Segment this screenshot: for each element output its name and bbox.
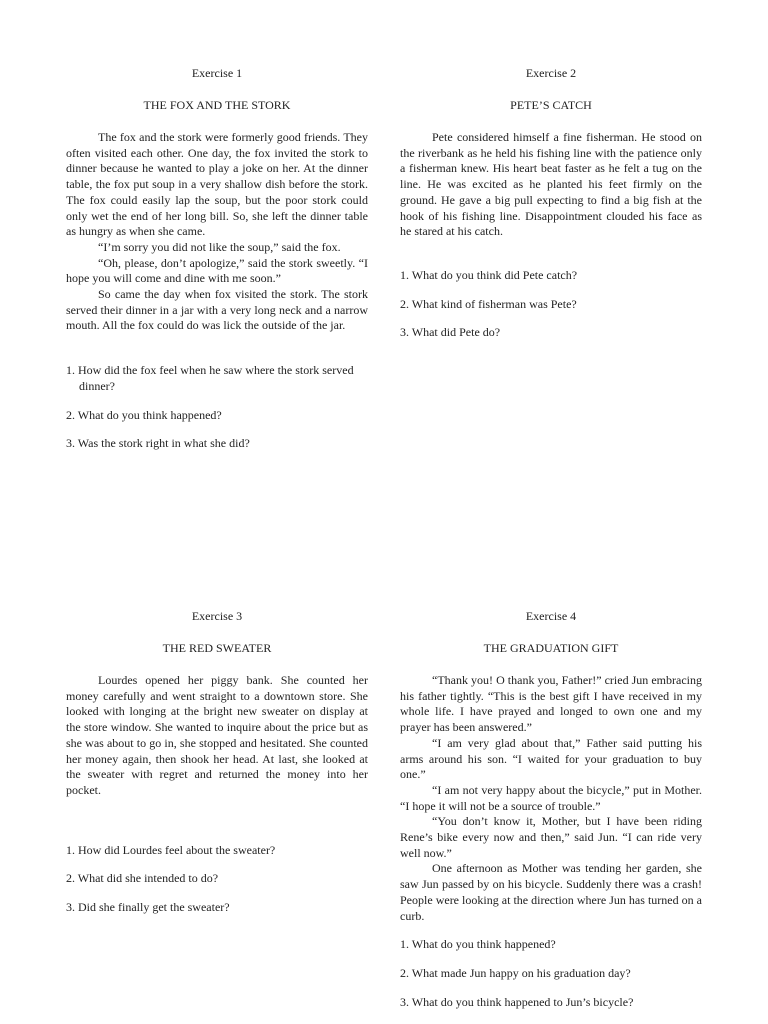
story-paragraph: “I am very glad about that,” Father said putting his arms around his son. “I waited for your graduation to buy one.”: [400, 735, 702, 782]
exercise-3: [66, 609, 368, 929]
story-paragraph: One afternoon as Mother was tending her garden, she saw Jun passed by on his bicycle. Suddenly there was a crash! People were looking at the direction where Jun has turned on a curb.: [400, 861, 702, 923]
exercise-label: Exercise 3: [191, 609, 243, 623]
exercise-4: [400, 609, 702, 1023]
question-item: 3. Did she finally get the sweater?: [66, 900, 230, 915]
exercise-label: Exercise 1: [191, 66, 243, 80]
question-item: 3. What did Pete do?: [400, 325, 501, 340]
story-title: THE FOX AND THE STORK: [143, 98, 291, 112]
exercise-1: [66, 66, 368, 465]
question-item: 2. What kind of fisherman was Pete?: [400, 296, 577, 311]
story-paragraph: “Thank you! O thank you, Father!” cried Jun embracing his father tightly. “This is the best gift I have received in my whole life. I have prayed and longed to own one and my prayer has been answered.”: [400, 673, 702, 735]
story-title: THE GRADUATION GIFT: [483, 641, 619, 655]
question-item: 2. What did she intended to do?: [66, 871, 219, 886]
story-paragraph: Lourdes opened her piggy bank. She counted her money carefully and went straight to a downtown store. She looked with longing at the bright new sweater on display at the store window. She wanted to inquire about the price but as she was about to go in, she stopped and hesitated. She counted her money again, then shook her head. At last, she looked at the sweater with regret and returned the money into her pocket.: [66, 673, 368, 797]
story-text: [66, 673, 368, 799]
question-list: [66, 843, 368, 916]
question-item: 2. What made Jun happy on his graduation day?: [400, 965, 631, 980]
story-paragraph: “I am not very happy about the bicycle,” put in Mother. “I hope it will not be a source of trouble.”: [400, 782, 702, 813]
question-list: [66, 363, 368, 452]
question-item: 1. How did Lourdes feel about the sweater?: [66, 842, 276, 857]
story-paragraph: “I’m sorry you did not like the soup,” said the fox.: [98, 239, 341, 254]
question-item: 2. What do you think happened?: [66, 407, 222, 422]
question-list: [400, 268, 702, 341]
story-paragraph: So came the day when fox visited the stork. The stork served their dinner in a jar with a very long neck and a narrow mouth. All the fox could do was lick the outside of the jar.: [66, 287, 368, 333]
story-title: THE RED SWEATER: [162, 641, 272, 655]
question-item: 1. What do you think happened?: [400, 937, 556, 952]
question-item: 1. How did the fox feel when he saw where the stork served dinner?: [66, 363, 354, 393]
story-paragraph: The fox and the stork were formerly good friends. They often visited each other. One day, the fox invited the stork to dinner because he wanted to play a joke on her. At the dinner table, the fox put soup in a very shallow dish before the stork. The fox could easily lap the soup, but the poor stork could only wet the end of her long bill. So, she left the dinner table as hungry as when she came.: [66, 130, 368, 239]
question-item: 1. What do you think did Pete catch?: [400, 267, 578, 282]
question-list: [400, 937, 702, 1010]
exercise-label: Exercise 4: [525, 609, 577, 623]
exercise-label: Exercise 2: [525, 66, 577, 80]
story-paragraph: Pete considered himself a fine fisherman. He stood on the riverbank as he held his fishing line with the patience only a fisherman knew. His heart beat faster as he felt a tug on the line. He was excited as he planted his feet firmly on the ground. He gave a big pull expecting to find a big fish at the hook of his fishing line. Disappointment clouded his face as he stared at his catch.: [400, 130, 702, 239]
exercise-2: [400, 66, 702, 354]
story-text: [66, 130, 368, 334]
story-text: [400, 130, 702, 240]
question-item: 3. Was the stork right in what she did?: [66, 436, 250, 451]
story-paragraph: “You don’t know it, Mother, but I have been riding Rene’s bike every now and then,” said Jun. “I can ride very well now.”: [400, 814, 702, 860]
story-title: PETE’S CATCH: [510, 98, 592, 112]
story-paragraph: “Oh, please, don’t apologize,” said the stork sweetly. “I hope you will come and dine with me soon.”: [66, 255, 368, 286]
story-text: [400, 673, 702, 924]
question-item: 3. What do you think happened to Jun’s bicycle?: [400, 994, 634, 1009]
